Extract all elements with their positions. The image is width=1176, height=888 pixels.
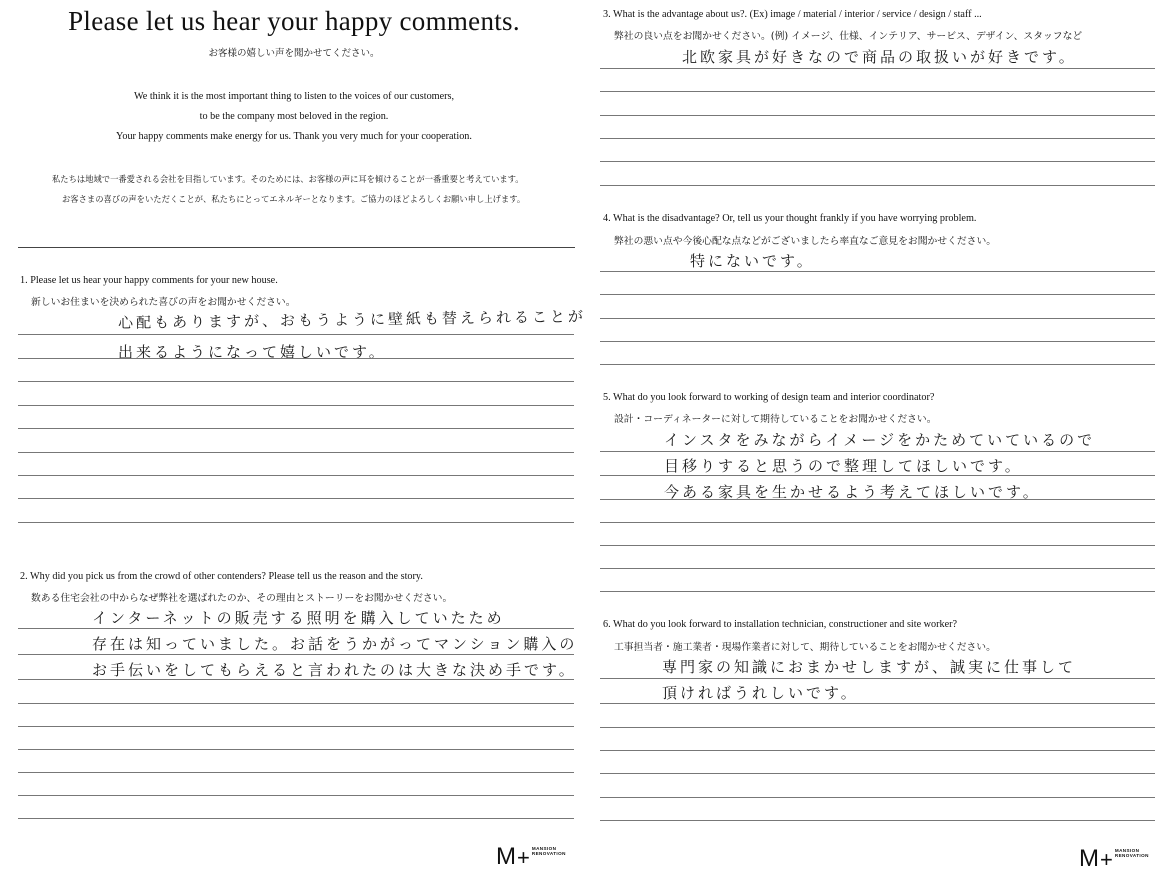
- answer-line: [18, 654, 574, 655]
- answer-line: [600, 499, 1155, 500]
- company-logo: [1079, 845, 1149, 872]
- answer-line: [600, 341, 1155, 342]
- company-logo: [496, 843, 566, 870]
- answer-line: [18, 628, 574, 629]
- question-3-jp: 弊社の良い点をお聞かせください。(例) イメージ、仕様、インテリア、サービス、デザイン、スタッフなど: [614, 31, 1083, 42]
- intro-en-line: Your happy comments make energy for us. Thank you very much for your cooperation.: [116, 131, 472, 142]
- answer-line: [600, 797, 1155, 798]
- answer-1-line: 出来るようになって嬉しいです。: [118, 343, 387, 361]
- answer-2-line: インターネットの販売する照明を購入していたため: [92, 609, 505, 627]
- answer-line: [600, 138, 1155, 139]
- answer-1-line: 心配もありますが、おもうように壁紙も替えられることが: [117, 307, 587, 332]
- question-2-en: 2. Why did you pick us from the crowd of other contenders? Please tell us the reason and the story.: [20, 571, 423, 582]
- answer-line: [600, 294, 1155, 295]
- answer-line: [600, 568, 1155, 569]
- answer-line: [600, 271, 1155, 272]
- answer-line: [600, 115, 1155, 116]
- answer-line: [600, 68, 1155, 69]
- answer-line: [18, 358, 574, 359]
- answer-line: [18, 703, 574, 704]
- question-5-jp: 設計・コーディネーターに対して期待していることをお聞かせください。: [614, 414, 937, 425]
- answer-line: [600, 591, 1155, 592]
- logo-mark: M: [1079, 845, 1099, 872]
- logo-subtext: [1115, 848, 1149, 858]
- question-3-en: 3. What is the advantage about us?. (Ex) image / material / interior / service / design / staff ...: [603, 9, 982, 20]
- answer-2-line: お手伝いをしてもらえると言われたのは大きな決め手です。: [92, 661, 577, 679]
- answer-2-line: 存在は知っていました。お話をうかがってマンション購入の: [92, 635, 578, 653]
- answer-line: [18, 334, 574, 335]
- answer-line: [600, 364, 1155, 365]
- question-4-jp: 弊社の悪い点や今後心配な点などがございましたら率直なご意見をお聞かせください。: [614, 236, 997, 247]
- logo-text-line: RENOVATION: [1114, 853, 1149, 858]
- logo-mark: M: [496, 843, 516, 870]
- intro-en-line: We think it is the most important thing to listen to the voices of our customers,: [133, 91, 455, 102]
- answer-line: [600, 522, 1155, 523]
- answer-6-line: 専門家の知識におまかせしますが、誠実に仕事して: [662, 658, 1077, 676]
- question-5-en: 5. What do you look forward to working of design team and interior coordinator?: [603, 392, 935, 403]
- answer-5-line: 今ある家具を生かせるよう考えてほしいです。: [664, 483, 1041, 501]
- answer-line: [18, 452, 574, 453]
- intro-en-line: to be the company most beloved in the region.: [199, 111, 389, 122]
- answer-line: [18, 772, 574, 773]
- logo-plus: +: [1100, 847, 1113, 872]
- answer-5-line: 目移りすると思うので整理してほしいです。: [664, 457, 1023, 475]
- intro-jp-line: 私たちは地域で一番愛される会社を目指しています。そのためには、お客様の声に耳を傾けることが一番重要と考えています。: [52, 174, 524, 184]
- logo-text-line: RENOVATION: [531, 851, 566, 856]
- logo-text-line: MANSION: [1114, 848, 1140, 853]
- answer-line: [18, 726, 574, 727]
- answer-line: [18, 795, 574, 796]
- answer-line: [600, 185, 1155, 186]
- answer-line: [600, 750, 1155, 751]
- answer-line: [600, 475, 1155, 476]
- answer-line: [600, 678, 1155, 679]
- question-6-jp: 工事担当者・施工業者・現場作業者に対して、期待していることをお聞かせください。: [614, 642, 996, 653]
- answer-line: [18, 818, 574, 819]
- answer-line: [600, 318, 1155, 319]
- answer-line: [18, 475, 574, 476]
- answer-line: [18, 498, 574, 499]
- divider: [18, 247, 575, 248]
- logo-subtext: [532, 846, 566, 856]
- question-1-en: 1. Please let us hear your happy comments for your new house.: [20, 275, 278, 286]
- question-2-jp: 数ある住宅会社の中からなぜ弊社を選ばれたのか、その理由とストーリーをお聞かせください。: [31, 593, 453, 604]
- answer-3-line: 北欧家具が好きなので商品の取扱いが好きです。: [682, 48, 1077, 66]
- intro-jp-line: お客さまの喜びの声をいただくことが、私たちにとってエネルギーとなります。ご協力のほどよろしくお願い申し上げます。: [62, 194, 526, 204]
- question-6-en: 6. What do you look forward to installation technician, constructioner and site worker?: [603, 619, 958, 630]
- question-1-jp: 新しいお住まいを決められた喜びの声をお聞かせください。: [31, 297, 296, 308]
- page-subtitle-jp: お客様の嬉しい声を聞かせてください。: [208, 48, 380, 59]
- answer-line: [600, 727, 1155, 728]
- answer-4-line: 特にないです。: [690, 252, 815, 270]
- answer-line: [600, 545, 1155, 546]
- logo-text-line: MANSION: [531, 846, 557, 851]
- answer-line: [600, 91, 1155, 92]
- answer-line: [18, 679, 574, 680]
- answer-5-line: インスタをみながらイメージをかためていているので: [664, 431, 1096, 449]
- question-4-en: 4. What is the disadvantage? Or, tell us your thought frankly if you have worrying problem.: [603, 213, 977, 224]
- answer-line: [600, 703, 1155, 704]
- answer-line: [600, 820, 1155, 821]
- logo-plus: +: [517, 845, 530, 870]
- answer-line: [18, 405, 574, 406]
- page-title: Please let us hear your happy comments.: [68, 6, 520, 36]
- answer-line: [18, 749, 574, 750]
- answer-line: [18, 522, 574, 523]
- answer-line: [18, 428, 574, 429]
- answer-line: [600, 161, 1155, 162]
- answer-line: [18, 381, 574, 382]
- answer-6-line: 頂ければうれしいです。: [662, 684, 859, 702]
- answer-line: [600, 773, 1155, 774]
- answer-line: [600, 451, 1155, 452]
